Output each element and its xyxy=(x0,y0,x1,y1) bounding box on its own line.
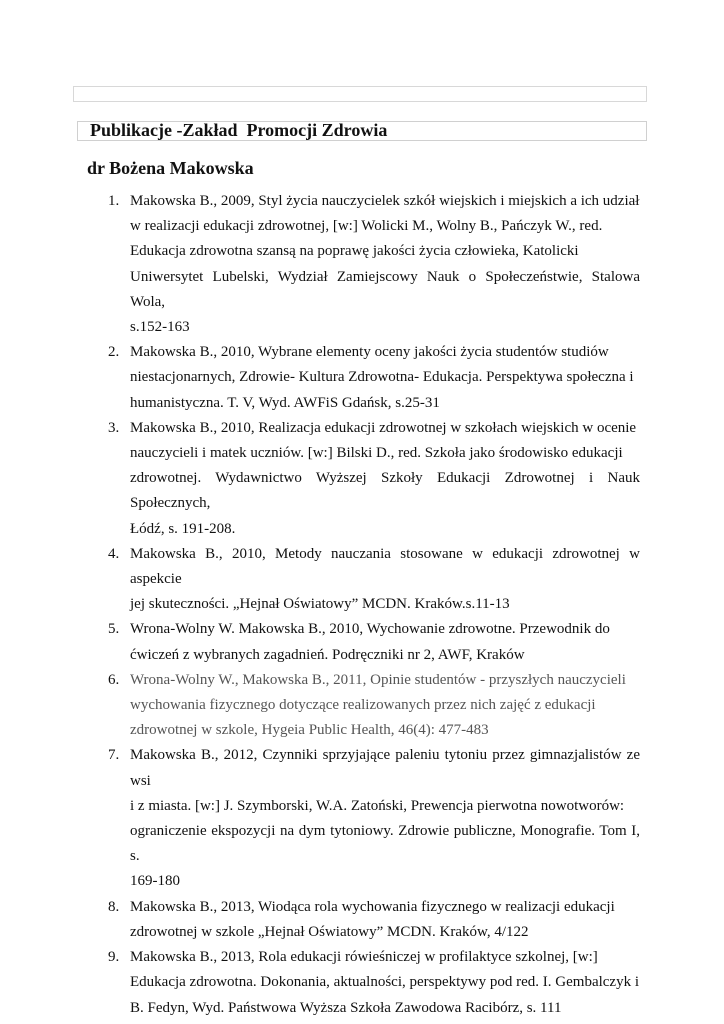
publication-number: 3. xyxy=(108,419,120,436)
publication-text: Makowska B., 2013, Wiodąca rola wychowania fizycznego w realizacji edukacji zdrowotnej w szkole „Hejnał Oświatowy” MCDN. Kraków, 4/122 xyxy=(130,898,615,940)
publication-number: 2. xyxy=(108,344,120,361)
publication-number: 6. xyxy=(108,671,120,688)
publication-item xyxy=(100,668,640,744)
publication-text: Makowska B., 2010, Wybrane elementy oceny jakości życia studentów studiów niestacjonarnych, Zdrowie- Kultura Zdrowotna- Edukacja. Perspektywa społeczna i humanistyczna. T. V, Wyd. AWFiS Gdańsk, s.25-31 xyxy=(130,344,634,411)
publication-text: Wrona-Wolny W., Makowska B., 2011, Opinie studentów - przyszłych nauczycieli wychowania fizycznego dotyczące realizowanych przez nich zajęć z edukacji zdrowotnej w szkole, Hygeia Public Health, 46(4): 477-483 xyxy=(130,671,626,739)
publication-number: 9. xyxy=(108,949,120,966)
publication-number: 5. xyxy=(108,621,120,638)
publication-item xyxy=(100,416,640,542)
publication-number: 7. xyxy=(108,747,120,764)
publication-number: 4. xyxy=(108,545,120,562)
publication-item xyxy=(100,895,640,945)
publication-item xyxy=(100,542,640,618)
author-name: dr Bożena Makowska xyxy=(87,158,254,178)
section-heading: Publikacje -Zakład Promocji Zdrowia xyxy=(90,120,388,140)
publication-item xyxy=(100,743,640,894)
publication-number: 1. xyxy=(108,193,120,209)
publication-text: Wrona-Wolny W. Makowska B., 2010, Wychowanie zdrowotne. Przewodnik do ćwiczeń z wybranych zagadnień. Podręczniki nr 2, AWF, Kraków xyxy=(130,621,610,663)
publication-item xyxy=(100,189,640,340)
publication-list xyxy=(100,189,640,1021)
header-empty-box xyxy=(73,86,647,102)
publication-number: 8. xyxy=(108,898,120,915)
publication-item xyxy=(100,945,640,1021)
publication-text: Makowska B., 2010, Realizacja edukacji zdrowotnej w szkołach wiejskich w ocenie nauczycieli i matek uczniów. [w:] Bilski D., red. Szkoła jako środowisko edukacji zdrowotnej. Wydawnictwo Wyższej Szkoły Edukacji Zdrowotnej i Nauk Społecznych, Łódź, s. 191-208. xyxy=(130,419,640,537)
publication-text: Makowska B., 2012, Czynniki sprzyjające paleniu tytoniu przez gimnazjalistów ze wsi i z miasta. [w:] J. Szymborski, W.A. Zatoński, Prewencja pierwotna nowotworów: ograniczenie ekspozycji na dym tytoniowy. Zdrowie publiczne, Monografie. Tom I, s. 169-180 xyxy=(130,747,640,890)
publication-item xyxy=(100,340,640,416)
publication-text: Makowska B., 2009, Styl życia nauczycielek szkół wiejskich i miejskich a ich udział w realizacji edukacji zdrowotnej, [w:] Wolicki M., Wolny B., Pańczyk W., red. Edukacja zdrowotna szansą na poprawę jakości życia człowieka, Katolicki Uniwersytet Lubelski, Wydział Zamiejscowy Nauk o Społeczeństwie, Stalowa Wola, s.152-163 xyxy=(130,193,640,336)
publication-text: Makowska B., 2013, Rola edukacji rówieśniczej w profilaktyce szkolnej, [w:] Edukacja zdrowotna. Dokonania, aktualności, perspektywy pod red. I. Gembalczyk i B. Fedyn, Wyd. Państwowa Wyższa Szkoła Zawodowa Racibórz, s. 111 xyxy=(130,949,640,1016)
section-heading-box xyxy=(77,121,647,141)
publication-item xyxy=(100,617,640,667)
publication-text: Makowska B., 2010, Metody nauczania stosowane w edukacji zdrowotnej w aspekcie jej skuteczności. „Hejnał Oświatowy” MCDN. Kraków.s.11-13 xyxy=(130,545,640,613)
